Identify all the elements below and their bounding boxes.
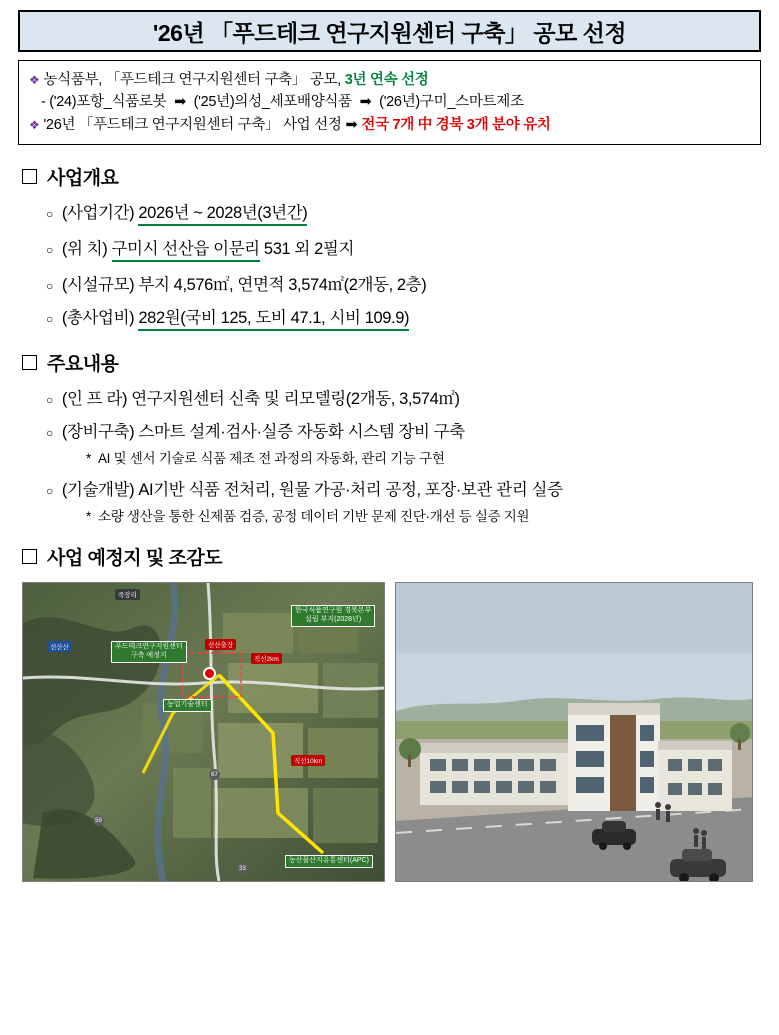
- page-title: '26년 「푸드테크 연구지원센터 구축」 공모 선정: [152, 19, 627, 46]
- square-bullet-icon: [22, 169, 37, 184]
- asterisk-icon: *: [86, 509, 91, 525]
- contents-row-infra: [46, 385, 779, 409]
- overview-value-location-rest: 531 외 2필지: [263, 240, 355, 259]
- circle-bullet-icon: ○: [46, 312, 53, 327]
- map-label-agri-tech-center: 농업기술센터: [163, 699, 212, 712]
- overview-value-period: 2026년 ~ 2028년(3년간): [138, 199, 307, 226]
- contents-note-equipment-text: AI 및 센서 기술로 식품 제조 전 과정의 자동화, 관리 기능 구현: [97, 451, 445, 467]
- contents-label-infra: (인 프 라): [61, 390, 128, 409]
- summary-line-1-text: 농식품부, 「푸드테크 연구지원센터 구축」 공모,: [43, 72, 345, 88]
- contents-value-infra: 연구지원센터 신축 및 리모델링(2개동, 3,574㎡): [131, 390, 460, 409]
- overview-value-facility: 부지 4,576㎡, 연면적 3,574㎡(2개동, 2층): [138, 276, 427, 295]
- dash-marker: -: [41, 94, 46, 111]
- contents-note-tech-text: 소량 생산을 통한 신제품 검증, 공정 데이터 기반 문제 진단·개선 등 실증 지원: [97, 509, 530, 525]
- summary-year-26: ('26년)구미_스마트제조: [379, 94, 524, 111]
- overview-value-location-underlined: 구미시 선산읍 이문리: [112, 235, 260, 262]
- overview-row-facility: [46, 271, 779, 295]
- summary-line-3: [29, 114, 750, 136]
- arrow-icon-3: ➡: [345, 116, 358, 133]
- overview-row-location: [46, 235, 779, 262]
- overview-value-budget: 282원(국비 125, 도비 47.1, 시비 109.9): [138, 304, 409, 331]
- diamond-bullet-icon: ❖: [29, 73, 40, 87]
- overview-row-budget: [46, 304, 779, 331]
- contents-row-tech: [46, 476, 779, 500]
- section-heading-images-label: 사업 예정지 및 조감도: [47, 548, 223, 570]
- document-page: [0, 10, 779, 1035]
- title-banner: [18, 10, 761, 52]
- map-label-distance-2km: 직선2km: [251, 653, 282, 664]
- square-bullet-icon: [22, 355, 37, 370]
- site-map-image: [22, 582, 385, 882]
- diamond-bullet-icon-2: ❖: [29, 117, 40, 132]
- map-road-number-2: 59: [93, 815, 104, 826]
- summary-line-3-highlight: 전국 7개 中 경북 3개 분야 유치: [361, 116, 551, 133]
- section-heading-overview-label: 사업개요: [47, 168, 119, 190]
- circle-bullet-icon: ○: [46, 484, 53, 499]
- contents-row-equipment: [46, 418, 779, 442]
- circle-bullet-icon: ○: [46, 207, 53, 222]
- section-heading-images: [22, 543, 779, 570]
- map-label-sunsan-station: 선산출장: [205, 639, 236, 650]
- images-row: [22, 582, 761, 882]
- contents-label-tech: (기술개발): [61, 481, 135, 500]
- map-road-number-1: 33: [237, 863, 248, 874]
- contents-value-equipment: 스마트 설계·검사·실증 자동화 시스템 장비 구축: [138, 423, 465, 442]
- summary-line-1: [29, 69, 750, 91]
- square-bullet-icon: [22, 549, 37, 564]
- map-road-number-3: 67: [209, 769, 220, 780]
- overview-label-location: (위 치): [61, 240, 108, 259]
- map-label-food-institute: 한국식품연구원 경북본부 설립 부지(2028년): [291, 605, 375, 627]
- overview-label-period: (사업기간): [61, 204, 135, 223]
- summary-line-1-highlight: 3년 연속 선정: [344, 72, 429, 88]
- contents-note-equipment: [86, 447, 779, 467]
- map-label-site: 푸드테크연구지원센터 구축 예정지: [111, 641, 187, 663]
- map-label-top-small: 죽장리: [115, 589, 140, 600]
- summary-line-2: [29, 91, 750, 113]
- summary-line-3-text: '26년 「푸드테크 연구지원센터 구축」 사업 선정: [43, 116, 342, 133]
- section-heading-contents: [22, 349, 779, 376]
- circle-bullet-icon: ○: [46, 243, 53, 258]
- section-heading-overview: [22, 163, 779, 190]
- circle-bullet-icon: ○: [46, 426, 53, 441]
- rendering-graphic: [396, 583, 752, 881]
- summary-year-24: ('24)포항_식품로봇: [49, 94, 167, 111]
- contents-note-tech: [86, 505, 779, 525]
- map-label-distance-10km: 직선10km: [291, 755, 325, 766]
- building-rendering-image: [395, 582, 753, 882]
- summary-box: [18, 60, 761, 145]
- overview-label-facility: (시설규모): [61, 276, 135, 295]
- arrow-icon-2: ➡: [359, 94, 372, 111]
- overview-label-budget: (총사업비): [61, 309, 135, 328]
- circle-bullet-icon: ○: [46, 393, 53, 408]
- map-label-apc: 농산물산지유통센터(APC): [285, 855, 373, 868]
- circle-bullet-icon: ○: [46, 279, 53, 294]
- map-graphic: [23, 583, 384, 881]
- arrow-icon-1: ➡: [174, 94, 186, 111]
- summary-year-25: ('25년)의성_세포배양식품: [193, 94, 352, 111]
- contents-value-tech: AI기반 식품 전처리, 원물 가공·처리 공정, 포장·보관 관리 실증: [138, 481, 563, 500]
- map-label-sunsan-mountain: 선산산: [47, 641, 72, 652]
- contents-label-equipment: (장비구축): [61, 423, 135, 442]
- asterisk-icon: *: [86, 451, 91, 467]
- section-heading-contents-label: 주요내용: [47, 354, 119, 376]
- overview-row-period: [46, 199, 779, 226]
